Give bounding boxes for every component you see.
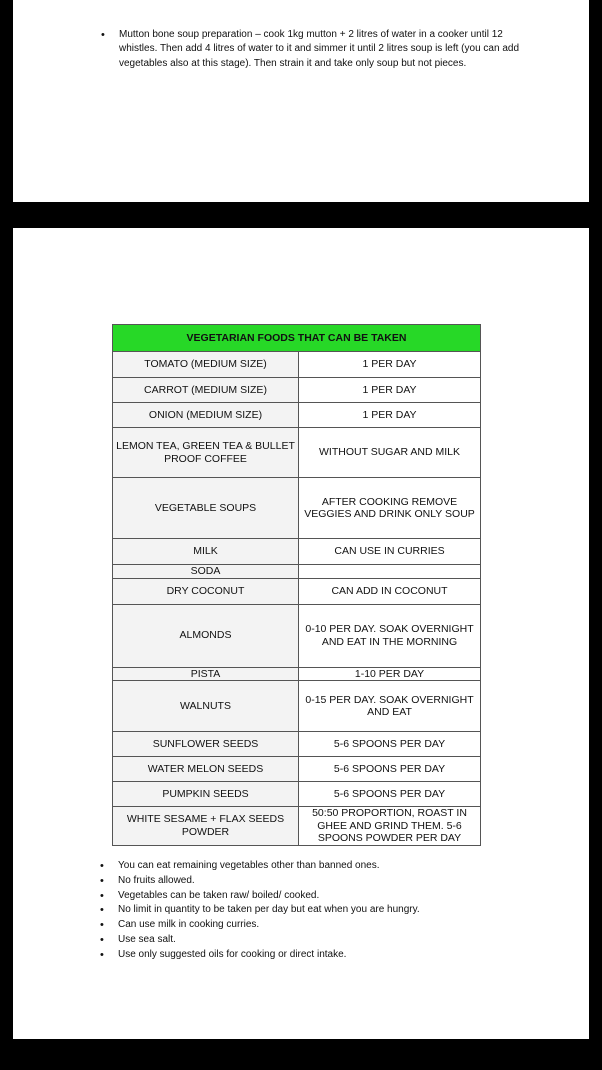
food-cell: CARROT (MEDIUM SIZE): [113, 378, 299, 403]
bottom-bullet-list: [100, 859, 540, 963]
food-cell: SUNFLOWER SEEDS: [113, 732, 299, 757]
table-row: [113, 565, 481, 579]
document-page-bottom: [13, 228, 589, 1039]
note-cell: WITHOUT SUGAR AND MILK: [299, 428, 481, 478]
note-cell: 5-6 SPOONS PER DAY: [299, 732, 481, 757]
note-cell: 1-10 PER DAY: [299, 667, 481, 681]
table-row: [113, 681, 481, 732]
note-cell: 1 PER DAY: [299, 403, 481, 428]
table-row: [113, 732, 481, 757]
table-row: [113, 378, 481, 403]
bullet-suggested-oils: • Use only suggested oils for cooking or direct intake.: [100, 948, 540, 963]
food-cell: ALMONDS: [113, 604, 299, 667]
note-cell: 1 PER DAY: [299, 352, 481, 378]
food-cell: PUMPKIN SEEDS: [113, 782, 299, 807]
table-row: [113, 578, 481, 604]
vegetarian-foods-table: [112, 324, 481, 846]
table-row: [113, 667, 481, 681]
food-cell: DRY COCONUT: [113, 578, 299, 604]
table-row: [113, 757, 481, 782]
food-cell: LEMON TEA, GREEN TEA & BULLET PROOF COFFEE: [113, 428, 299, 478]
food-cell: WALNUTS: [113, 681, 299, 732]
table-row: [113, 782, 481, 807]
note-cell: CAN USE IN CURRIES: [299, 539, 481, 565]
document-page-top: [13, 0, 589, 202]
top-bullet-list: [101, 28, 523, 71]
food-cell: SODA: [113, 565, 299, 579]
bullet-remaining-vegetables: • You can eat remaining vegetables other than banned ones.: [100, 859, 540, 874]
note-cell: 0-10 PER DAY. SOAK OVERNIGHT AND EAT IN THE MORNING: [299, 604, 481, 667]
note-cell: [299, 565, 481, 579]
table-row: [113, 539, 481, 565]
note-cell: 1 PER DAY: [299, 378, 481, 403]
food-cell: WHITE SESAME + FLAX SEEDS POWDER: [113, 807, 299, 846]
table-row: [113, 478, 481, 539]
food-cell: PISTA: [113, 667, 299, 681]
note-cell: AFTER COOKING REMOVE VEGGIES AND DRINK ONLY SOUP: [299, 478, 481, 539]
note-cell: CAN ADD IN COCONUT: [299, 578, 481, 604]
table-row: [113, 604, 481, 667]
table-row: [113, 807, 481, 846]
table-row: [113, 352, 481, 378]
table-title: VEGETARIAN FOODS THAT CAN BE TAKEN: [113, 325, 481, 352]
bullet-mutton-soup: • Mutton bone soup preparation – cook 1kg mutton + 2 litres of water in a cooker until 12 whistles. Then add 4 litres of water to it and simmer it until 2 litres soup is left (you can add vegetables also at this stage). Then strain it and take only soup but not pieces.: [101, 28, 523, 71]
note-cell: 0-15 PER DAY. SOAK OVERNIGHT AND EAT: [299, 681, 481, 732]
note-cell: 5-6 SPOONS PER DAY: [299, 757, 481, 782]
bullet-milk-in-curries: • Can use milk in cooking curries.: [100, 918, 540, 933]
table-row: [113, 428, 481, 478]
note-cell: 5-6 SPOONS PER DAY: [299, 782, 481, 807]
food-cell: WATER MELON SEEDS: [113, 757, 299, 782]
food-cell: TOMATO (MEDIUM SIZE): [113, 352, 299, 378]
note-cell: 50:50 PROPORTION, ROAST IN GHEE AND GRIND THEM. 5-6 SPOONS POWDER PER DAY: [299, 807, 481, 846]
bullet-vegetable-preparation: • Vegetables can be taken raw/ boiled/ cooked.: [100, 889, 540, 904]
food-cell: ONION (MEDIUM SIZE): [113, 403, 299, 428]
bullet-sea-salt: • Use sea salt.: [100, 933, 540, 948]
table-row: [113, 403, 481, 428]
bullet-no-quantity-limit: • No limit in quantity to be taken per day but eat when you are hungry.: [100, 903, 540, 918]
food-cell: VEGETABLE SOUPS: [113, 478, 299, 539]
bullet-no-fruits: • No fruits allowed.: [100, 874, 540, 889]
food-cell: MILK: [113, 539, 299, 565]
